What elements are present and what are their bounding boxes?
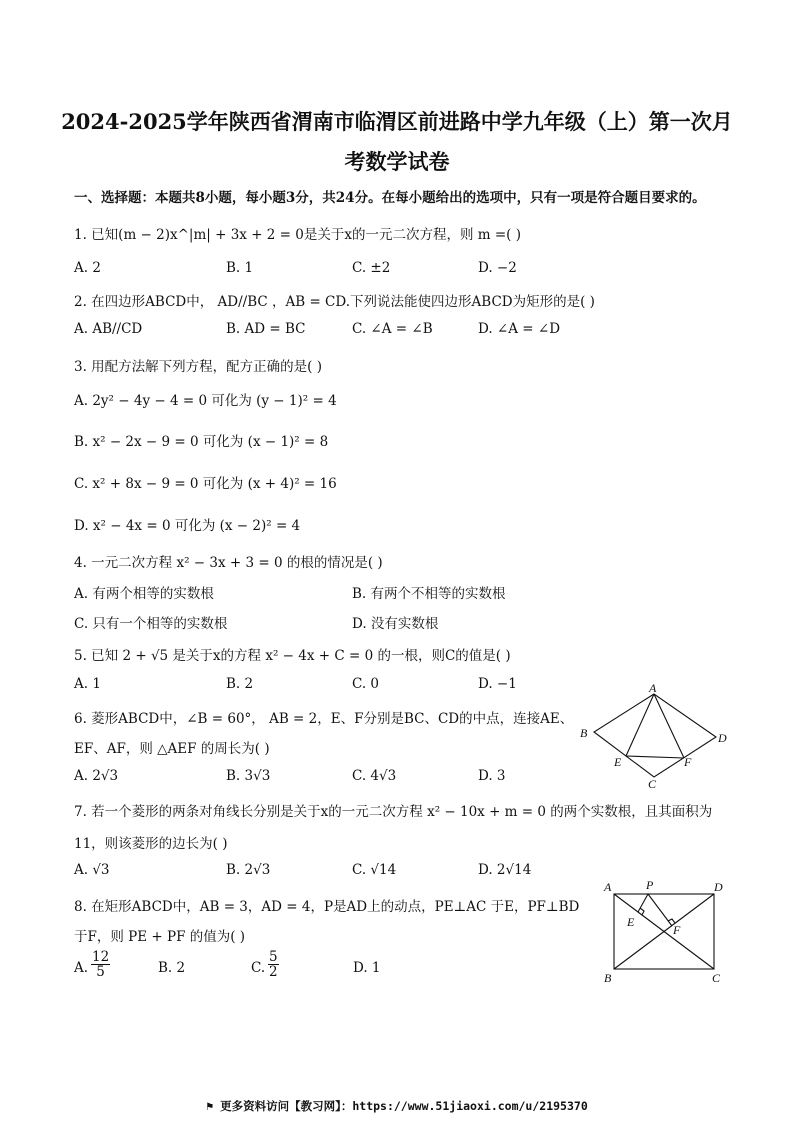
label-a: A [604,880,612,894]
q6-option-b: B. 3√3 [226,768,271,784]
q8-c-numerator: 5 [269,949,278,965]
q4-stem: 4. 一元二次方程 x² − 3x + 3 = 0 的根的情况是( ) [74,555,383,571]
q4-option-d: D. 没有实数根 [352,616,439,632]
q6-stem-line1: 6. 菱形ABCD中，∠B = 60°， AB = 2，E、F分别是BC、CD的中点，连接AE、 [74,711,574,727]
exam-title-line1: 2024-2025学年陕西省渭南市临渭区前进路中学九年级（上）第一次月 [61,109,733,134]
q4-option-b: B. 有两个不相等的实数根 [352,586,506,602]
label-f: F [684,755,692,769]
q4-option-c: C. 只有一个相等的实数根 [74,616,228,632]
q7-option-b: B. 2√3 [226,862,271,878]
rhombus-abcd [594,694,716,777]
flag-icon: ⚑ [206,1099,221,1113]
label-b: B [604,971,612,985]
q1-option-c: C. ±2 [352,260,391,276]
label-e: E [627,915,635,929]
q3-option-a: A. 2y² − 4y − 4 = 0 可化为 (y − 1)² = 4 [74,393,337,409]
q6-option-a: A. 2√3 [74,768,119,784]
q6-option-d: D. 3 [478,768,506,784]
q7-option-a: A. √3 [74,862,110,878]
q7-option-c: C. √14 [352,862,397,878]
q1-option-b: B. 1 [226,260,254,276]
q8-stem-line1: 8. 在矩形ABCD中，AB = 3，AD = 4，P是AD上的动点，PE⊥AC 于E，PF⊥BD [74,899,580,915]
q8-stem-line2: 于F，则 PE + PF 的值为( ) [74,929,246,945]
q3-option-d: D. x² − 4x = 0 可化为 (x − 2)² = 4 [74,518,301,534]
label-b: B [580,726,588,740]
q5-option-d: D. −1 [478,676,517,692]
q2-option-d: D. ∠A = ∠D [478,321,561,337]
q6-stem-line2: EF、AF，则 △AEF 的周长为( ) [74,741,270,757]
q3-option-b: B. x² − 2x − 9 = 0 可化为 (x − 1)² = 8 [74,434,329,450]
q1-stem: 1. 已知(m − 2)x^|m| + 3x + 2 = 0是关于x的一元二次方程，则 m =( ) [74,227,522,243]
q2-option-c: C. ∠A = ∠B [352,321,433,337]
q8-option-b: B. 2 [158,960,186,976]
segment-pe [638,894,648,912]
q5-stem: 5. 已知 2 + √5 是关于x的方程 x² − 4x + C = 0 的一根，则C的值是( ) [74,648,511,664]
label-e: E [614,755,622,769]
q2-option-a: A. AB//CD [74,321,143,337]
label-p: P [646,878,654,892]
q8-option-d: D. 1 [353,960,381,976]
q5-option-b: B. 2 [226,676,254,692]
q8-option-a-label: A. [74,960,89,976]
footer-text: 更多资料访问【教习网】：https://www.51jiaoxi.com/u/2195370 [220,1099,588,1113]
q8-a-numerator: 12 [92,949,110,965]
exam-title-line2: 考数学试卷 [344,149,450,174]
q7-option-d: D. 2√14 [478,862,532,878]
q6-option-c: C. 4√3 [352,768,397,784]
segment-af [654,694,684,758]
rectangle-figure [598,876,738,988]
footer-link[interactable] [0,1098,794,1114]
q7-stem-line1: 7. 若一个菱形的两条对角线长分别是关于x的一元二次方程 x² − 10x + m = 0 的两个实数根，且其面积为 [74,804,713,820]
section-heading: 一、选择题：本题共8小题，每小题3分，共24分。在每小题给出的选项中，只有一项是符合题目要求的。 [74,190,706,206]
rhombus-figure [574,682,734,792]
q2-stem: 2. 在四边形ABCD中， AD//BC ，AB = CD.下列说法能使四边形ABCD为矩形的是( ) [74,294,595,310]
q4-option-a: A. 有两个相等的实数根 [74,586,214,602]
q8-option-c-fraction [268,950,279,979]
q3-stem: 3. 用配方法解下列方程，配方正确的是( ) [74,359,322,375]
label-d: D [718,731,727,745]
label-a: A [649,682,657,695]
q2-option-b: B. AD = BC [226,321,306,337]
q8-a-denominator: 5 [96,964,105,980]
segment-ef [626,756,684,758]
label-c: C [712,971,721,985]
q8-option-a-fraction [91,950,110,979]
q3-option-c: C. x² + 8x − 9 = 0 可化为 (x + 4)² = 16 [74,476,337,492]
q7-stem-line2: 11，则该菱形的边长为( ) [74,836,228,852]
label-f: F [673,923,681,937]
q8-c-denominator: 2 [269,964,278,980]
q5-option-c: C. 0 [352,676,380,692]
q8-option-c-label: C. [251,960,266,976]
label-c: C [648,777,657,791]
label-d: D [714,880,723,894]
q1-option-d: D. −2 [478,260,517,276]
q5-option-a: A. 1 [74,676,101,692]
q1-option-a: A. 2 [74,260,101,276]
